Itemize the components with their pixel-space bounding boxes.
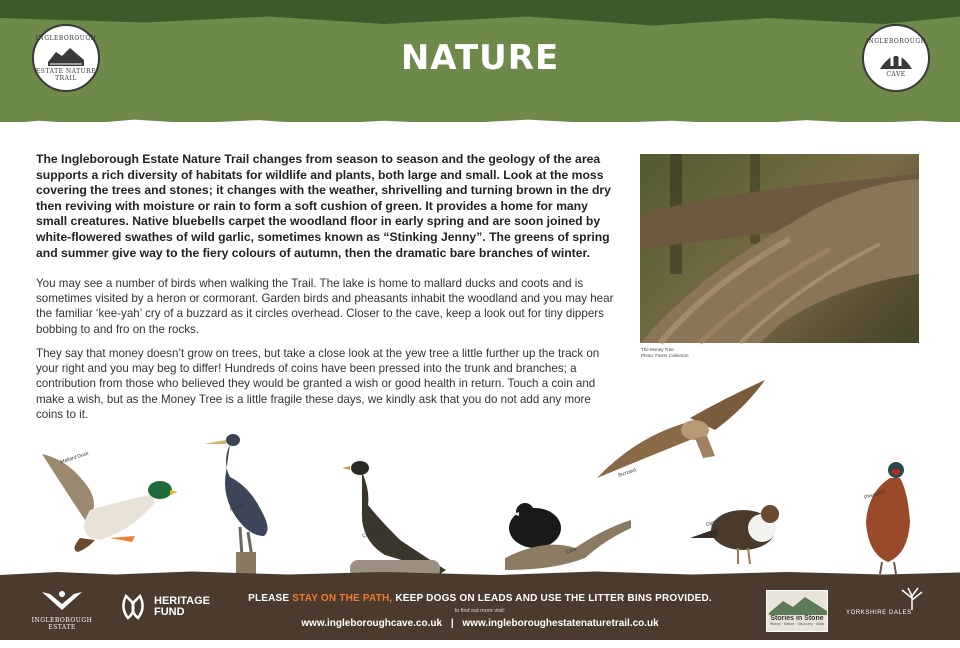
find-out-more-text: to find out more visit: bbox=[454, 608, 506, 614]
birds-paragraph: You may see a number of birds when walking the Trail. The lake is home to mallard ducks and coots and is sometimes visited by a heron or cormorant. Garden birds and pheasants inhabit the woodland and you may hear the familiar ‘kee-yah’ cry of a buzzard as it circles overhead. Closer to the cave, keep a look out for tiny dippers bobbing to and fro on the rocks. bbox=[36, 277, 614, 336]
stories-in-stone-landscape-icon bbox=[769, 593, 827, 615]
intro-paragraph: The Ingleborough Estate Nature Trail changes from season to season and the geology of the area supports a rich diversity of habitats for wildlife and plants, both large and small. Look at the moss covering the trees and stones; it changes with the weather, shrivelling and turning brown in the dry then reviving with moisture or rain to form a soft cushion of green. It provides a home for many small creatures. Native bluebells carpet the woodland floor in early spring and are soon joined by white-flowered swathes of wild garlic, sometimes known as “Stinking Jenny”. The greens of spring and summer give way to the fiery colours of autumn, then the dramatic bare branches of winter. bbox=[36, 152, 611, 260]
badge-left-bottom-text: ESTATE NATURE TRAIL bbox=[35, 67, 97, 82]
mallard-duck-illustration bbox=[40, 450, 180, 555]
url-separator: | bbox=[450, 618, 454, 629]
money-tree-paragraph: They say that money doesn’t grow on trees, but take a close look at the yew tree a little further up the track on your right and you may beg to differ! Hundreds of coins have been pressed into the trunk and branches; a contribution from those who believed they would be granted a wish or good health in return. Touch a coin and make a wish, but as the Money Tree is a little fragile these days, we kindly ask that you do not add any more coins to it. bbox=[36, 347, 600, 421]
yorkshire-dales-millennium-trust-logo bbox=[846, 586, 936, 648]
heritage-logo-line1: HERITAGE bbox=[154, 595, 211, 607]
money-tree-photo bbox=[640, 154, 919, 343]
notice-prefix: PLEASE bbox=[248, 593, 293, 604]
notice-highlight: STAY ON THE PATH, bbox=[292, 593, 393, 604]
cormorant-illustration bbox=[340, 460, 450, 578]
ingleborough-cave-badge bbox=[862, 24, 930, 92]
yd-logo-line1: YORKSHIRE DALES bbox=[846, 610, 912, 616]
notice-rest: KEEP DOGS ON LEADS AND USE THE LITTER BINS PROVIDED. bbox=[392, 593, 712, 604]
estate-nature-trail-badge bbox=[32, 24, 100, 92]
stories-logo-subtitle: History · Nature · Discovery · Skills bbox=[769, 622, 825, 626]
photo-caption bbox=[641, 347, 689, 359]
cave-website-link[interactable]: www.ingleboroughcave.co.uk bbox=[301, 618, 443, 629]
photo-caption-title: The Money Tree bbox=[641, 347, 674, 352]
ingleborough-logo-line1: INGLEBOROUGH bbox=[31, 617, 93, 624]
pheasant-label: Pheasant bbox=[863, 488, 886, 502]
buzzard-label: Buzzard bbox=[617, 467, 637, 479]
photo-caption-credit: Photo: Farrer Collection bbox=[641, 353, 689, 358]
stories-logo-title: Stories in Stone bbox=[770, 615, 824, 622]
hills-icon bbox=[48, 44, 84, 66]
dipper-illustration bbox=[688, 498, 788, 568]
cave-explorers-icon bbox=[878, 47, 914, 69]
mallard-label: Mallard Duck bbox=[59, 450, 90, 466]
tree-icon bbox=[892, 586, 932, 610]
heron-label: Heron bbox=[229, 503, 245, 513]
page-title: NATURE bbox=[400, 38, 560, 78]
money-tree-trunk-illustration bbox=[640, 154, 919, 343]
heritage-logo-line2: FUND bbox=[154, 606, 185, 618]
buzzard-illustration bbox=[595, 378, 767, 486]
badge-right-bottom-text: CAVE bbox=[886, 71, 906, 78]
ingleborough-logo-line2: ESTATE bbox=[48, 624, 76, 631]
coot-label: Coot bbox=[565, 546, 578, 556]
yd-logo-line2: MILLENNIUM TRUST bbox=[846, 641, 915, 647]
cormorant-label: Cormorant bbox=[361, 526, 386, 540]
pheasant-illustration bbox=[860, 462, 915, 574]
nature-trail-website-link[interactable]: www.ingleboroughestatenaturetrail.co.uk bbox=[462, 618, 659, 629]
stories-in-stone-logo bbox=[766, 590, 828, 632]
dipper-label: Dipper bbox=[705, 517, 722, 529]
badge-left-top-text: INGLEBOROUGH bbox=[35, 34, 97, 42]
badge-right-top-text: INGLEBOROUGH bbox=[865, 38, 927, 45]
coot-illustration bbox=[505, 498, 635, 573]
